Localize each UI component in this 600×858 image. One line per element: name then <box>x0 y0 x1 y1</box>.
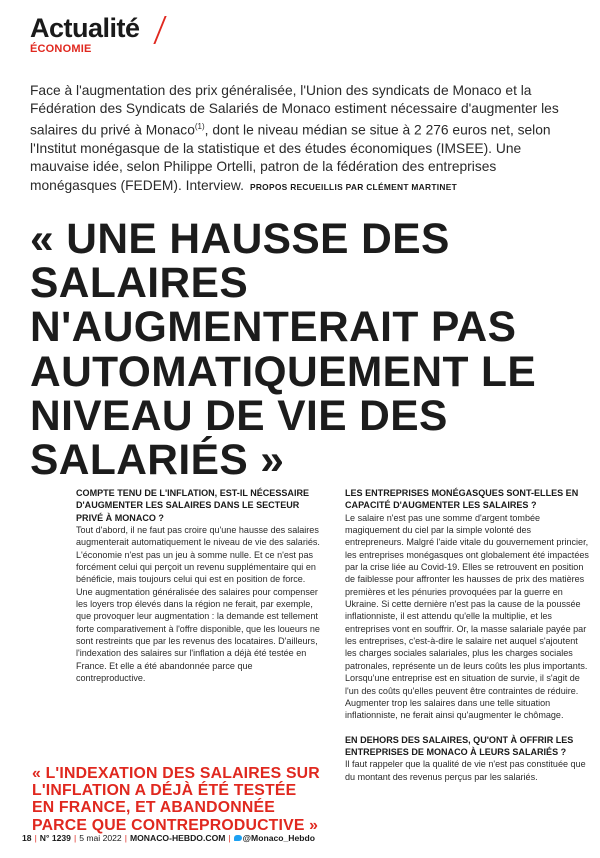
footer-separator: | <box>228 833 231 843</box>
intro-text-2: , dont le niveau médian se situe à 2 276 euros net, selon l'Institut monégasque de la statistique et des études économiques (IMSEE). Une mauvaise idée, selon Philippe Ortelli, patron de la fédération des entreprises monégasques (FEDEM). Interview. <box>30 123 551 193</box>
question-capacity: LES ENTREPRISES MONÉGASQUES SONT-ELLES EN CAPACITÉ D'AUGMENTER LES SALAIRES ? <box>345 488 579 511</box>
rubric-section: ÉCONOMIE <box>30 43 92 55</box>
website-link[interactable]: MONACO-HEBDO.COM <box>129 833 226 843</box>
page-footer <box>22 833 315 843</box>
question-benefits: EN DEHORS DES SALAIRES, QU'ONT À OFFRIR LES ENTREPRISES DE MONACO À LEURS SALARIÉS ? <box>345 734 574 757</box>
section-rubric <box>30 14 140 55</box>
intro-paragraph <box>30 82 578 196</box>
issue-date: 5 mai 2022 <box>79 833 122 843</box>
twitter-handle[interactable]: @Monaco_Hebdo <box>242 833 316 843</box>
page-number: 18 <box>22 833 32 843</box>
footer-separator: | <box>34 833 37 843</box>
left-column <box>76 487 320 685</box>
answer-capacity: Le salaire n'est pas une somme d'argent tombée magiquement du ciel par la simple volonté des entrepreneurs. Malgré l'aide vitale du gouvernement princier, les entreprises monégasques ont globalement été impactées par la crise liée au Covid-19. Elles se retrouvent en position de faiblesse pour affronter les hausses de prix des matières premières et les pénuries provoquées par la guerre en Ukraine. Si cette dernière n'est pas la cause de la poussée inflationniste, il est attendu qu'elle la multiplie, et les entreprises vont en souffrir. Or, la masse salariale payée par les entreprises, c'est-à-dire le salaire net auquel s'ajoutent les charges sociales salariales, plus les charges sociales patronales, représente un de leurs coûts les plus importants. Lorsqu'une entreprise est en situation de survie, il s'agit de l'un des coûts qu'elles peuvent être contraintes de réduire. Augmenter trop les salaires dans une telle situation inflationniste, ne ferait ainsi qu'augmenter le chômage. <box>345 512 589 721</box>
pull-quote: « L'INDEXATION DES SALAIRES SUR L'INFLATION A DÉJÀ ÉTÉ TESTÉE EN FRANCE, ET ABANDONNÉE PARCE QUE CONTREPRODUCTIVE » <box>32 765 320 834</box>
twitter-icon <box>234 835 242 841</box>
issue-number: N° 1239 <box>39 833 71 843</box>
headline: « UNE HAUSSE DES SALAIRES N'AUGMENTERAIT PAS AUTOMATIQUEMENT LE NIVEAU DE VIE DES SALARIÉS » <box>30 216 537 485</box>
footer-separator: | <box>124 833 127 843</box>
intro-text-1: Face à l'augmentation des prix généralisée, l'Union des syndicats de Monaco et la Fédération des Syndicats de Salariés de Monaco estiment nécessaire d'augmenter les salaires du privé à Monaco <box>30 83 559 138</box>
footer-separator: | <box>73 833 77 843</box>
answer-inflation: Tout d'abord, il ne faut pas croire qu'une hausse des salaires augmenterait automatiquement le niveau de vie des salariés. L'économie n'est pas un jeu à somme nulle. Et ce n'est pas forcément celui qui perçoit un revenu supplémentaire qui en bénéficie, mais toujours celui qui est en position de force. Une augmentation généralisée des salaires pour compenser les loyers trop élevés dans la région ne ferait, par exemple, que provoquer leur augmentation : la demande est tellement forte comparativement à l'offre disponible, que les loueurs ne sont restreints que par les revenus des locataires. D'ailleurs, l'indexation des salaires sur l'inflation a déjà été testée en France. Et elle a été abandonnée parce que contreproductive. <box>76 525 320 684</box>
byline: PROPOS RECUEILLIS PAR CLÉMENT MARTINET <box>249 181 458 192</box>
question-inflation: COMPTE TENU DE L'INFLATION, EST-IL NÉCESSAIRE D'AUGMENTER LES SALAIRES DANS LE SECTEUR PRIVÉ À MONACO ? <box>76 488 310 523</box>
right-column <box>345 487 589 783</box>
footnote-marker: (1) <box>194 122 205 132</box>
answer-benefits: Il faut rappeler que la qualité de vie n'est pas constituée que du montant des revenus perçus par les salariés. <box>345 759 586 782</box>
rubric-title: Actualité <box>30 13 140 43</box>
rubric-slash-mark <box>153 16 166 44</box>
